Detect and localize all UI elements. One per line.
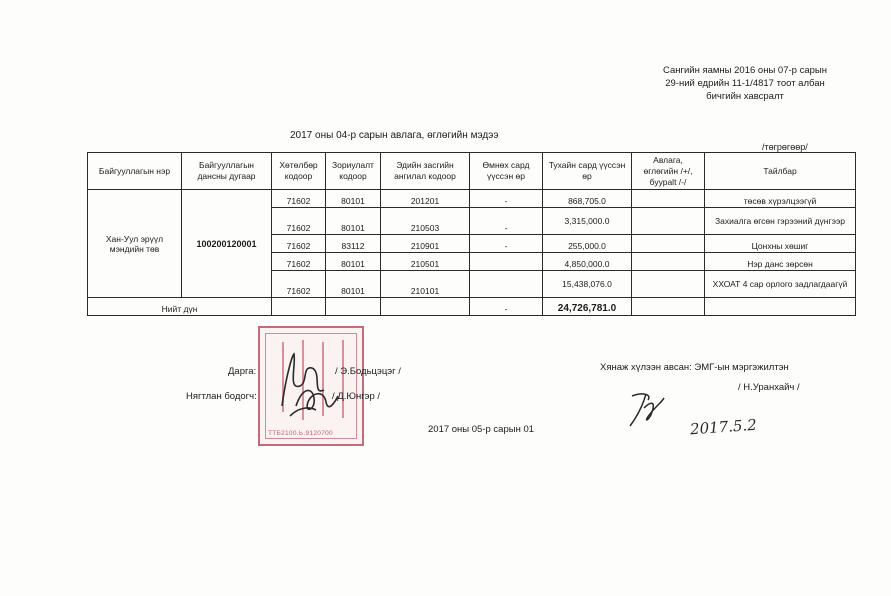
cell-purpose: 83112 [326,235,381,253]
total-empty [272,298,326,316]
account-number: 100200120001 [182,190,272,298]
receivables-table [87,152,856,316]
cell-prev: - [470,190,543,208]
cell-program: 71602 [272,208,326,235]
reviewer-label: Хянаж хүлээн авсан: ЭМГ-ын мэргэжилтэн [600,362,789,373]
table-header-row [88,153,856,190]
total-current: 24,726,781.0 [543,298,632,316]
cell-prev: - [470,235,543,253]
report-date: 2017 оны 05-р сарын 01 [428,424,535,435]
total-empty [326,298,381,316]
cell-change [632,235,705,253]
annex-line-3: бичгийн хавсралт [706,91,784,102]
header-program: Хөтөлбөр кодоор [272,153,326,190]
cell-purpose: 80101 [326,253,381,271]
cell-program: 71602 [272,253,326,271]
header-prev-debt: Өмнөх сард үүссэн өр [470,153,543,190]
header-account: Байгууллагын дансны дугаар [182,153,272,190]
cell-note: Захиалга өгсөн гэрээний дүнгээр [705,208,856,235]
cell-current: 4,850,000.0 [543,253,632,271]
total-empty [381,298,470,316]
header-org-name: Байгууллагын нэр [88,153,182,190]
total-empty [632,298,705,316]
cell-econ: 210503 [381,208,470,235]
cell-change [632,190,705,208]
organization-name: Хан-Уул эрүүл мэндийн төв [88,190,182,298]
cell-econ: 210901 [381,235,470,253]
total-empty [705,298,856,316]
header-change: Авлага, өглөгийн /+/, буурalt /-/ [632,153,705,190]
cell-current: 868,705.0 [543,190,632,208]
annex-line-2: 29-ний едрийн 11-1/4817 тоот албан [665,78,825,89]
cell-change [632,271,705,298]
header-purpose: Зориулалт кодоор [326,153,381,190]
stamp-code: ТТБ2100.Ь.9120700 [268,430,333,437]
header-current-debt: Тухайн сард үүссэн өр [543,153,632,190]
cell-econ: 210501 [381,253,470,271]
total-row [88,298,856,316]
cell-prev [470,271,543,298]
header-econ-class: Эдийн засгийн ангилал кодоор [381,153,470,190]
accountant-label: Нягтлан бодогч: [186,391,257,402]
cell-purpose: 80101 [326,208,381,235]
cell-purpose: 80101 [326,190,381,208]
director-name: / Э.Бодьцэцэг / [335,366,401,377]
cell-program: 71602 [272,271,326,298]
cell-purpose: 80101 [326,271,381,298]
reviewer-signature [622,386,672,432]
cell-change [632,208,705,235]
annex-line-1: Сангийн яамны 2016 оны 07-р сарын [663,65,827,76]
cell-program: 71602 [272,235,326,253]
handwritten-date: 2017.5.2 [689,415,758,439]
cell-current: 255,000.0 [543,235,632,253]
cell-prev: - [470,208,543,235]
cell-note: Нэр данс зөрсөн [705,253,856,271]
header-note: Тайлбар [705,153,856,190]
cell-prev [470,253,543,271]
reviewer-name: / Н.Уранхайч / [738,382,800,393]
report-title: 2017 оны 04-р сарын авлага, өглөгийн мэдээ [290,130,499,141]
cell-econ: 201201 [381,190,470,208]
cell-note: Цонхны хөшиг [705,235,856,253]
cell-change [632,253,705,271]
cell-note: төсөв хүрэлцээгүй [705,190,856,208]
currency-note: /төгрөгөөр/ [762,142,808,152]
cell-current: 15,438,076.0 [543,271,632,298]
accountant-name: / Д.Юнгэр / [332,391,381,402]
director-label: Дарга: [228,366,257,377]
cell-note: ХХОАТ 4 сар орлого задлагдаагүй [705,271,856,298]
cell-econ: 210101 [381,271,470,298]
total-label: Нийт дүн [88,298,272,316]
table-row [88,190,856,208]
accountant-signature [290,376,350,426]
cell-current: 3,315,000.0 [543,208,632,235]
annex-note [625,64,865,103]
total-prev: - [470,298,543,316]
cell-program: 71602 [272,190,326,208]
